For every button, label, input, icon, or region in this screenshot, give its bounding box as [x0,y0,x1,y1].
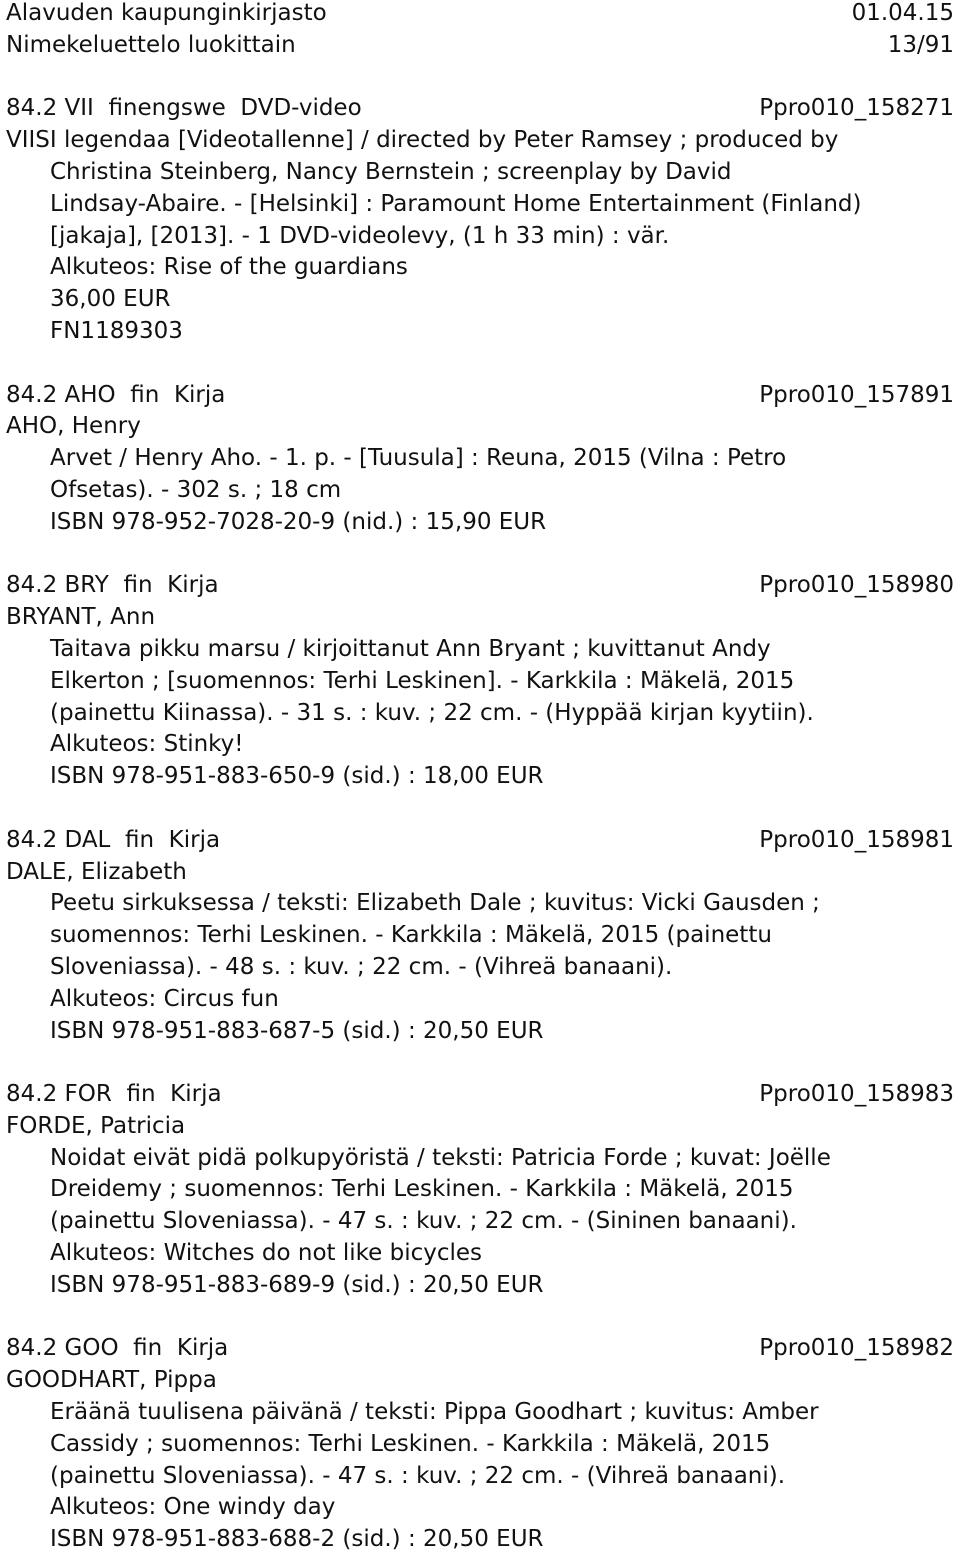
description-line: ISBN 978-952-7028-20-9 (nid.) : 15,90 EUR [50,508,547,535]
classification: 84.2 BRY fin Kirja [6,572,219,599]
description-line: ISBN 978-951-883-650-9 (sid.) : 18,00 EUR [50,763,544,790]
classification: 84.2 DAL fin Kirja [6,826,221,853]
entry-author: DALE, Elizabeth [6,858,187,885]
entry-description [6,443,954,538]
description-line: Cassidy ; suomennos: Terhi Leskinen. - Karkkila : Mäkelä, 2015 [50,1430,771,1457]
record-code: Ppro010_158983 [759,1081,954,1108]
catalog-entry [6,1079,954,1333]
entry-heading [6,570,954,602]
entry-author: BRYANT, Ann [6,604,156,631]
catalog-entry [6,1333,954,1556]
classification: 84.2 GOO fin Kirja [6,1335,229,1362]
print-date: 01.04.15 [851,0,954,26]
description-line: Alkuteos: Stinky! [50,731,244,758]
description-line: Taitava pikku marsu / kirjoittanut Ann Bryant ; kuvittanut Andy [50,635,771,662]
entry-heading [6,380,954,412]
entry-list [6,93,954,1556]
description-line: Elkerton ; [suomennos: Terhi Leskinen]. - Karkkila : Mäkelä, 2015 [50,667,795,694]
entry-author: VIISI legendaa [Videotallenne] / directed by Peter Ramsey ; produced by [6,127,839,154]
header-gap [6,62,954,94]
page-header [6,0,954,30]
classification: 84.2 VII finengswe DVD-video [6,95,362,122]
entry-heading [6,1333,954,1365]
description-line: Ofsetas). - 302 s. ; 18 cm [50,476,342,503]
description-line: Dreidemy ; suomennos: Terhi Leskinen. - Karkkila : Mäkelä, 2015 [50,1176,794,1203]
record-code: Ppro010_158980 [759,572,954,599]
description-line: Eräänä tuulisena päivänä / teksti: Pippa Goodhart ; kuvitus: Amber [50,1399,819,1426]
description-line: ISBN 978-951-883-688-2 (sid.) : 20,50 EUR [50,1526,544,1553]
description-line: Christina Steinberg, Nancy Bernstein ; screenplay by David [50,158,732,185]
catalog-entry [6,825,954,1079]
entry-heading [6,1079,954,1111]
description-line: FN1189303 [50,317,183,344]
entry-description [6,157,954,348]
description-line: Alkuteos: Witches do not like bicycles [50,1240,483,1267]
description-line: Peetu sirkuksessa / teksti: Elizabeth Dale ; kuvitus: Vicki Gausden ; [50,890,820,917]
entry-description [6,1143,954,1302]
description-line: (painettu Sloveniassa). - 47 s. : kuv. ; 22 cm. - (Sininen banaani). [50,1208,797,1235]
library-name: Alavuden kaupunginkirjasto [6,0,327,26]
classification: 84.2 AHO fin Kirja [6,381,226,408]
description-line: Noidat eivät pidä polkupyöristä / teksti: Patricia Forde ; kuvat: Joëlle [50,1144,831,1171]
entry-gap [6,1047,954,1079]
record-code: Ppro010_158982 [759,1335,954,1362]
description-line: (painettu Sloveniassa). - 47 s. : kuv. ; 22 cm. - (Vihreä banaani). [50,1462,786,1489]
entry-heading [6,825,954,857]
entry-author: FORDE, Patricia [6,1112,186,1139]
listing-title: Nimekeluettelo luokittain [6,31,296,58]
description-line: Alkuteos: One windy day [50,1494,336,1521]
entry-gap [6,793,954,825]
description-line: [jakaja], [2013]. - 1 DVD-videolevy, (1 h 33 min) : vär. [50,222,670,249]
entry-gap [6,539,954,571]
catalog-page [6,0,954,1556]
entry-description [6,634,954,793]
page-subheader [6,30,954,62]
entry-author: AHO, Henry [6,413,141,440]
entry-gap [6,348,954,380]
description-line: 36,00 EUR [50,286,171,313]
description-line: Arvet / Henry Aho. - 1. p. - [Tuusula] : Reuna, 2015 (Vilna : Petro [50,445,787,472]
description-line: Alkuteos: Circus fun [50,985,279,1012]
description-line: ISBN 978-951-883-687-5 (sid.) : 20,50 EUR [50,1017,544,1044]
description-line: Alkuteos: Rise of the guardians [50,254,408,281]
description-line: suomennos: Terhi Leskinen. - Karkkila : Mäkelä, 2015 (painettu [50,922,772,949]
entry-description [6,888,954,1047]
description-line: ISBN 978-951-883-689-9 (sid.) : 20,50 EUR [50,1271,544,1298]
record-code: Ppro010_157891 [759,381,954,408]
description-line: Sloveniassa). - 48 s. : kuv. ; 22 cm. - (Vihreä banaani). [50,953,673,980]
record-code: Ppro010_158981 [759,826,954,853]
classification: 84.2 FOR fin Kirja [6,1081,222,1108]
entry-gap [6,1302,954,1334]
page-number: 13/91 [887,31,954,58]
entry-heading [6,93,954,125]
entry-author: GOODHART, Pippa [6,1367,217,1394]
description-line: Lindsay-Abaire. - [Helsinki] : Paramount Home Entertainment (Finland) [50,190,862,217]
catalog-entry [6,380,954,571]
record-code: Ppro010_158271 [759,95,954,122]
description-line: (painettu Kiinassa). - 31 s. : kuv. ; 22 cm. - (Hyppää kirjan kyytiin). [50,699,814,726]
entry-description [6,1397,954,1556]
catalog-entry [6,93,954,379]
catalog-entry [6,570,954,824]
